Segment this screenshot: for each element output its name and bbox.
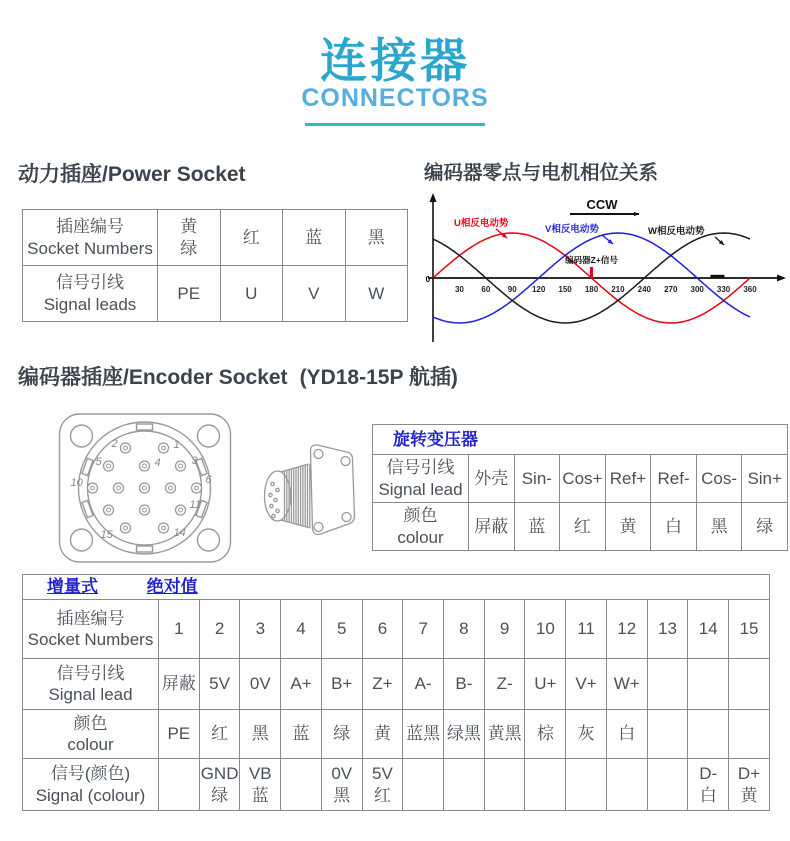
table-cell: 黄 bbox=[605, 503, 651, 551]
table-cell: 屏蔽 bbox=[159, 659, 200, 710]
pin-number-label: 1 bbox=[173, 439, 180, 451]
table-row bbox=[23, 266, 408, 322]
table-cell bbox=[606, 759, 647, 811]
row-label: 信号(颜色) Signal (colour) bbox=[23, 759, 159, 811]
table-cell: 黑 bbox=[345, 210, 408, 266]
table-cell bbox=[403, 759, 444, 811]
table-cell: V+ bbox=[566, 659, 607, 710]
svg-text:210: 210 bbox=[611, 285, 625, 294]
table-cell: U bbox=[220, 266, 283, 322]
table-cell: PE bbox=[158, 266, 221, 322]
table-cell: 5V bbox=[199, 659, 240, 710]
table-cell: 1 bbox=[159, 600, 200, 659]
table-cell: GND 绿 bbox=[199, 759, 240, 811]
table-cell: 6 bbox=[362, 600, 403, 659]
table-cell: 12 bbox=[606, 600, 647, 659]
connector-pins bbox=[71, 438, 213, 541]
encoder-pinout-table bbox=[22, 574, 770, 811]
table-cell bbox=[566, 759, 607, 811]
row-label: 插座编号 Socket Numbers bbox=[23, 210, 158, 266]
table-cell: 5V 红 bbox=[362, 759, 403, 811]
tab-absolute[interactable]: 绝对值 bbox=[146, 577, 198, 597]
svg-text:300: 300 bbox=[690, 285, 704, 294]
table-cell: 外壳 bbox=[469, 455, 515, 503]
pin-number-label: 2 bbox=[111, 438, 118, 450]
table-cell: W+ bbox=[606, 659, 647, 710]
power-socket-table bbox=[22, 209, 408, 322]
tab-incremental[interactable]: 增量式 bbox=[47, 577, 98, 597]
pin-number-label: 14 bbox=[173, 527, 186, 539]
table-cell: B+ bbox=[321, 659, 362, 710]
page-subtitle: CONNECTORS bbox=[301, 84, 489, 112]
table-row bbox=[23, 575, 770, 600]
table-cell: 黄黑 bbox=[484, 710, 525, 759]
table-cell: 红 bbox=[560, 503, 606, 551]
table-cell: 14 bbox=[688, 600, 729, 659]
row-label: 信号引线 Signal lead bbox=[23, 659, 159, 710]
row-label: 插座编号 Socket Numbers bbox=[23, 600, 159, 659]
row-label: 颜色 colour bbox=[23, 710, 159, 759]
table-cell: 蓝 bbox=[283, 210, 346, 266]
table-cell: 白 bbox=[651, 503, 697, 551]
table-cell: 红 bbox=[220, 210, 283, 266]
table-cell: 13 bbox=[647, 600, 688, 659]
table-cell: V bbox=[283, 266, 346, 322]
table-cell bbox=[484, 759, 525, 811]
table-cell: 黄 绿 bbox=[158, 210, 221, 266]
table-cell: 0V 黑 bbox=[321, 759, 362, 811]
table-cell bbox=[525, 759, 566, 811]
table-cell: 蓝 bbox=[281, 710, 322, 759]
table-cell: 2 bbox=[199, 600, 240, 659]
table-cell: 黄 bbox=[362, 710, 403, 759]
table-cell: VB 蓝 bbox=[240, 759, 281, 811]
svg-text:270: 270 bbox=[664, 285, 678, 294]
table-cell: 8 bbox=[444, 600, 485, 659]
svg-text:240: 240 bbox=[637, 285, 652, 294]
table-cell bbox=[159, 759, 200, 811]
series-label: V相反电动势 bbox=[545, 224, 599, 235]
table-cell: Sin+ bbox=[742, 455, 788, 503]
encoder-socket-heading bbox=[18, 361, 458, 391]
table-cell: W bbox=[345, 266, 408, 322]
resolver-title-cell bbox=[373, 425, 788, 455]
table-cell: PE bbox=[159, 710, 200, 759]
table-cell: 屏蔽 bbox=[469, 503, 515, 551]
svg-text:330: 330 bbox=[716, 285, 731, 294]
table-cell bbox=[647, 710, 688, 759]
power-socket-heading: 动力插座/Power Socket bbox=[18, 163, 246, 186]
encoder-socket-heading-suffix: (YD18-15P 航插) bbox=[299, 366, 458, 389]
phase-chart-heading: 编码器零点与电机相位关系 bbox=[424, 162, 659, 184]
table-cell: 10 bbox=[525, 600, 566, 659]
resolver-title: 旋转变压器 bbox=[393, 429, 478, 449]
table-cell: A+ bbox=[281, 659, 322, 710]
pin-number-label: 3 bbox=[191, 455, 198, 467]
encoder-zero-motor-phase-chart bbox=[424, 192, 790, 352]
pin-number-label: 6 bbox=[205, 474, 212, 486]
table-cell: 0V bbox=[240, 659, 281, 710]
table-cell: Z+ bbox=[362, 659, 403, 710]
z-signal-label: 编码器Z+信号 bbox=[565, 255, 618, 265]
pin-number-label: 5 bbox=[95, 456, 102, 468]
table-cell bbox=[688, 659, 729, 710]
table-cell bbox=[647, 659, 688, 710]
table-cell: Ref- bbox=[651, 455, 697, 503]
table-cell: Cos- bbox=[696, 455, 742, 503]
svg-text:0: 0 bbox=[425, 274, 431, 284]
svg-text:120: 120 bbox=[531, 285, 546, 294]
title-underline bbox=[305, 123, 485, 126]
table-row bbox=[23, 600, 770, 659]
row-label: 颜色 colour bbox=[373, 503, 469, 551]
table-cell bbox=[729, 659, 770, 710]
table-cell: 7 bbox=[403, 600, 444, 659]
svg-text:180: 180 bbox=[584, 285, 599, 294]
svg-text:90: 90 bbox=[507, 285, 517, 294]
table-cell: Ref+ bbox=[605, 455, 651, 503]
table-cell: Z- bbox=[484, 659, 525, 710]
table-row bbox=[373, 455, 788, 503]
table-cell: 灰 bbox=[566, 710, 607, 759]
pin-number-label: 15 bbox=[100, 529, 113, 541]
table-cell: 11 bbox=[566, 600, 607, 659]
table-cell: 蓝黑 bbox=[403, 710, 444, 759]
table-cell: B- bbox=[444, 659, 485, 710]
table-cell: A- bbox=[403, 659, 444, 710]
svg-text:360: 360 bbox=[743, 285, 757, 294]
table-row bbox=[23, 759, 770, 811]
table-row bbox=[373, 425, 788, 455]
table-cell: 棕 bbox=[525, 710, 566, 759]
series-label: W相反电动势 bbox=[648, 226, 705, 237]
table-cell: 黑 bbox=[696, 503, 742, 551]
table-row bbox=[23, 659, 770, 710]
encoder-table-tabs-cell bbox=[23, 575, 770, 600]
series-label: U相反电动势 bbox=[454, 218, 509, 229]
encoder-socket-heading-main: 编码器插座/Encoder Socket bbox=[18, 366, 288, 389]
table-cell bbox=[281, 759, 322, 811]
axis-dash bbox=[710, 275, 724, 278]
svg-text:60: 60 bbox=[481, 285, 491, 294]
table-cell: 黑 bbox=[240, 710, 281, 759]
table-cell: 5 bbox=[321, 600, 362, 659]
table-cell bbox=[647, 759, 688, 811]
table-cell: 绿 bbox=[321, 710, 362, 759]
row-label: 信号引线 Signal leads bbox=[23, 266, 158, 322]
table-cell: 蓝 bbox=[514, 503, 560, 551]
table-row bbox=[373, 503, 788, 551]
page-title: 连接器 bbox=[320, 34, 470, 87]
table-cell: D- 白 bbox=[688, 759, 729, 811]
table-cell: 红 bbox=[199, 710, 240, 759]
table-cell: 15 bbox=[729, 600, 770, 659]
table-cell: D+ 黄 bbox=[729, 759, 770, 811]
table-cell bbox=[688, 710, 729, 759]
encoder-connector-front-view-diagram bbox=[57, 412, 233, 564]
table-cell bbox=[729, 710, 770, 759]
table-row bbox=[23, 710, 770, 759]
table-row bbox=[23, 210, 408, 266]
table-cell: 白 bbox=[606, 710, 647, 759]
resolver-table bbox=[372, 424, 788, 551]
encoder-connector-side-view-diagram bbox=[246, 434, 362, 546]
table-cell: 4 bbox=[281, 600, 322, 659]
ccw-label: CCW bbox=[586, 197, 618, 212]
svg-text:150: 150 bbox=[558, 285, 572, 294]
table-cell: Cos+ bbox=[560, 455, 606, 503]
row-label: 信号引线 Signal lead bbox=[373, 455, 469, 503]
table-cell: 9 bbox=[484, 600, 525, 659]
table-cell: Sin- bbox=[514, 455, 560, 503]
pin-number-label: 4 bbox=[154, 457, 161, 469]
table-cell: 3 bbox=[240, 600, 281, 659]
pin-number-label: 11 bbox=[189, 499, 201, 511]
z-signal-marker bbox=[590, 267, 593, 278]
svg-text:30: 30 bbox=[454, 285, 464, 294]
table-cell: 绿黑 bbox=[444, 710, 485, 759]
pin-number-label: 10 bbox=[70, 477, 83, 489]
table-cell: 绿 bbox=[742, 503, 788, 551]
table-cell: U+ bbox=[525, 659, 566, 710]
table-cell bbox=[444, 759, 485, 811]
